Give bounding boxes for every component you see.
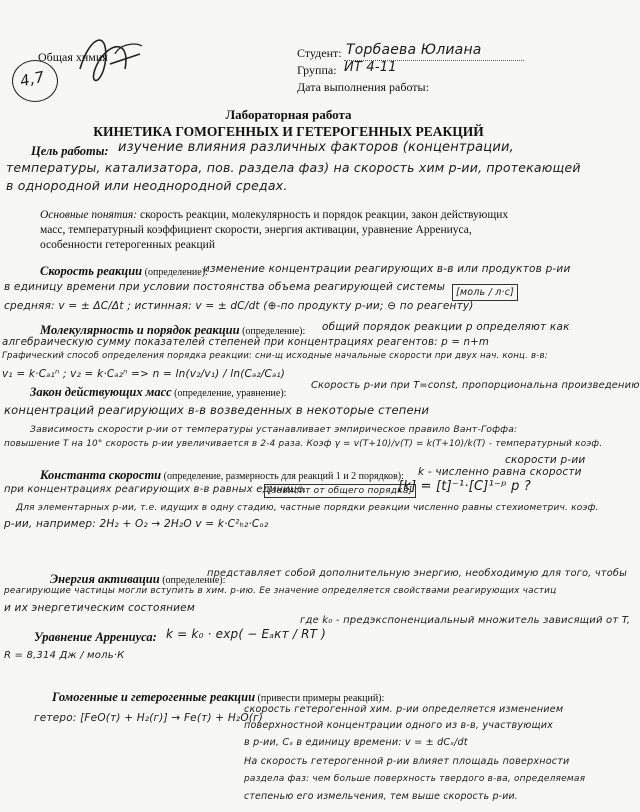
group-value: ИТ 4-11 [344, 60, 397, 75]
arrhenius-comment: где k₀ - предэкспоненциальный множитель зависящий от T, [300, 615, 631, 626]
activation-note: (определение): [159, 575, 226, 586]
activation-line-3: и их энергетическим состоянием [4, 602, 195, 614]
hetero-note: (привести примеры реакций): [255, 693, 385, 704]
activation-line-2: реагирующие частицы могли вступить в хим. р-ию. Ее значение определяется свойствами реагирующих частиц [4, 586, 557, 596]
hetero-line-6: степенью его измельчения, тем выше скорость р-ии. [244, 791, 518, 802]
course-name: Общая химия [38, 50, 108, 64]
activation-label: Энергия активации [50, 572, 160, 586]
rate-line-2: в единицу времени при условии постоянства объема реагирующей системы [4, 281, 446, 293]
rate-line-1: изменение концентрации реагирующих в-в или продуктов р-ии [203, 263, 571, 275]
concepts-block [40, 208, 508, 253]
hetero-label: Гомогенные и гетерогенные реакции [52, 690, 256, 704]
group-label: Группа: [297, 63, 337, 77]
goal-label: Цель работы: [31, 144, 109, 158]
student-value: Торбаева Юлиана [346, 42, 482, 58]
concepts-line-2: масс, температурный коэффициент скорости, энергия активации, уравнение Аррениуса, [40, 224, 472, 236]
grade-mark: 4,7 [18, 67, 47, 91]
mass-action-line-2: концентраций реагирующих в-в возведенных в некоторые степени [4, 403, 430, 417]
lab-title: КИНЕТИКА ГОМОГЕННЫХ И ГЕТЕРОГЕННЫХ РЕАКЦИЙ [93, 124, 484, 139]
student-label: Студент: [297, 46, 342, 60]
rate-line-3: средняя: v = ± ΔC/Δt ; истинная: v = ± dC/dt (⊕-по продукту р-ии; ⊖ по реагенту) [4, 300, 474, 312]
molecularity-line-2: алгебраическую сумму показателей степеней при концентрациях реагентов: p = n+m [2, 337, 490, 348]
activation-heading [50, 572, 225, 587]
hetero-line-3: в р-ии, Cₛ в единицу времени: v = ± dCₛ/dt [244, 737, 468, 748]
signature [70, 24, 150, 94]
constant-dim-note: [зависит от общего порядка] [264, 484, 416, 498]
activation-line-1: представляет собой дополнительную энергию, необходимую для того, чтобы [207, 568, 628, 579]
mass-action-label: Закон действующих масс [30, 385, 172, 399]
constant-line-4: р-ии, например: 2H₂ + O₂ → 2H₂O v = k·C²ₕ₂·Cₒ₂ [4, 518, 269, 530]
goal-line-2: температуры, катализатора, пов. раздела фаз) на скорость хим р-ии, протекающей [6, 160, 581, 175]
constant-line-2: при концентрациях реагирующих в-в равных единице. [4, 484, 307, 495]
constant-line-3: Для элементарных р-ии, т.е. идущих в одну стадию, частные порядки реакции численно равны стехиометрич. коэф. [16, 503, 599, 513]
molecularity-line-4: v₁ = k·Cₐ₁ⁿ ; v₂ = k·Cₐ₂ⁿ => n = ln(v₂/v₁) / ln(Cₐ₂/Cₐ₁) [2, 368, 286, 380]
molecularity-note: (определение): [239, 326, 306, 337]
temperature-line-2: повышение T на 10° скорость р-ии увеличивается в 2-4 раза. Коэф γ = v(T+10)/v(T) = k(T+10)/k(T) - температурный коэф. [4, 439, 603, 449]
molecularity-line-1: общий порядок реакции p определяют как [322, 321, 570, 333]
hetero-line-5: раздела фаз: чем больше поверхность твердого в-ва, определяемая [244, 774, 586, 784]
concepts-line-3: особенности гетерогенных реакций [40, 239, 215, 251]
constant-line-1: k - численно равна скорости [418, 466, 582, 478]
rate-units: [моль / л·с] [452, 284, 518, 301]
constant-note: (определение, размерность для реакций 1 и 2 порядков): [161, 471, 404, 482]
goal-line-3: в однородной или неоднородной средах. [6, 178, 288, 193]
rate-heading [40, 264, 208, 279]
gas-constant: R = 8,314 Дж / моль·К [4, 650, 125, 661]
constant-dimension: [k] = [t]⁻¹·[C]¹⁻ᵖ p ? [398, 479, 531, 494]
mass-action-note: (определение, уравнение): [171, 388, 287, 399]
arrhenius-formula: k = k₀ · exp( − Eₐкт / RT ) [166, 627, 327, 641]
molecularity-line-3: Графический способ определения порядка реакции: сни-щ исходные начальные скорости при двух нач. конц. в-в: [2, 351, 548, 361]
hetero-line-4: На скорость гетерогенной р-ии влияет площадь поверхности [244, 756, 570, 767]
hetero-heading [52, 690, 384, 705]
mass-action-line-1: Скорость р-ии при T=const, пропорциональна произведению [311, 380, 640, 391]
lab-label: Лабораторная работа [225, 107, 352, 122]
goal-line-1: изучение влияния различных факторов (концентрации, [118, 140, 514, 155]
constant-heading [40, 468, 404, 483]
arrhenius-label: Уравнение Аррениуса: [34, 630, 157, 644]
concepts-label: Основные понятия: [40, 209, 138, 221]
temperature-line-3: скорости р-ии [505, 454, 586, 466]
hetero-example: гетеро: [FeO(т) + H₂(г)] → Fe(т) + H₂O(г) [34, 712, 264, 724]
molecularity-label: Молекулярность и порядок реакции [40, 323, 240, 337]
hetero-line-2: поверхностной концентрации одного из в-в, участвующих [244, 720, 554, 731]
concepts-line-1: скорость реакции, молекулярность и порядок реакции, закон действующих [140, 209, 509, 221]
constant-label: Константа скорости [40, 468, 162, 482]
mass-action-heading [30, 385, 286, 400]
molecularity-heading [40, 323, 305, 338]
date-label: Дата выполнения работы: [297, 80, 429, 94]
hetero-line-1: скорость гетерогенной хим. р-ии определяется изменением [244, 704, 564, 715]
rate-note: (определение): [142, 267, 208, 278]
rate-label: Скорость реакции [40, 264, 143, 278]
temperature-line-1: Зависимость скорости р-ии от температуры устанавливает эмпирическое правило Вант-Гоффа: [30, 424, 518, 435]
